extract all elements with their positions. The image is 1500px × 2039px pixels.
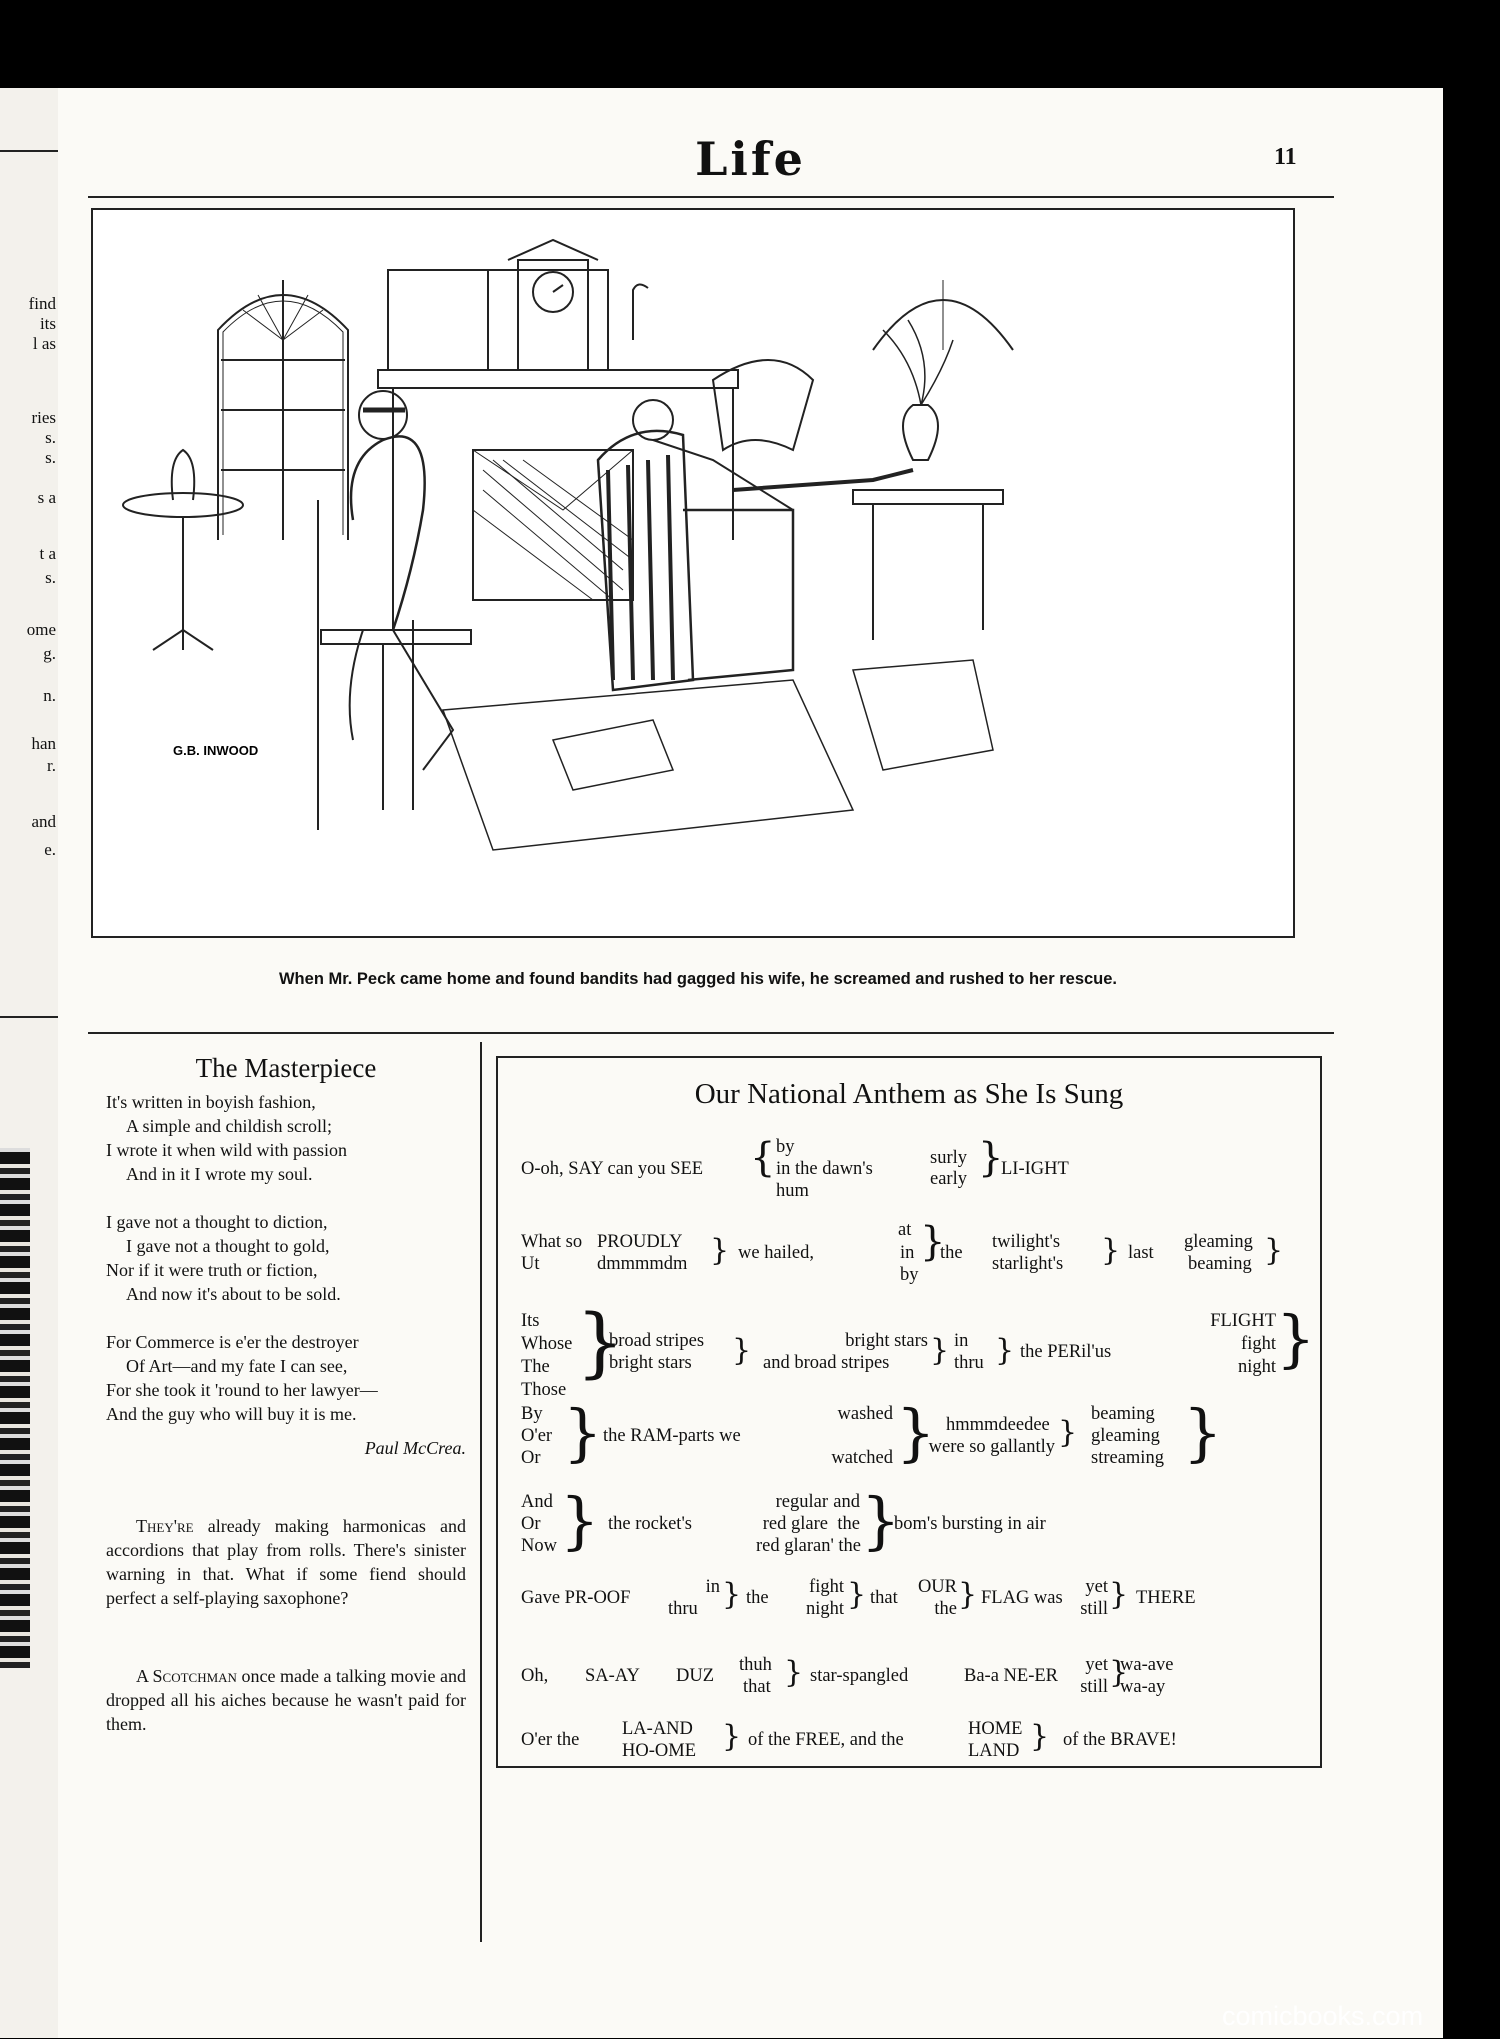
anthem-word: dmmmmdm — [597, 1254, 688, 1274]
page-number: 11 — [1274, 144, 1297, 170]
filler-paragraph — [106, 1664, 466, 1736]
anthem-word: in — [900, 1243, 915, 1263]
anthem-word: night — [805, 1599, 844, 1619]
prev-page-text-fragment: l as — [32, 334, 56, 353]
poem-line: For she took it 'round to her lawyer— — [106, 1380, 378, 1400]
poem-line: I gave not a thought to diction, — [106, 1212, 328, 1232]
prev-page-text-fragment: r. — [47, 756, 56, 775]
anthem-word: surly — [930, 1148, 967, 1168]
poem-stanza — [106, 1090, 466, 1186]
anthem-word: streaming — [1091, 1448, 1164, 1468]
anthem-word: Whose — [521, 1334, 573, 1354]
poem-line: A simple and childish scroll; — [126, 1116, 332, 1136]
anthem-word: HO-OME — [622, 1741, 696, 1761]
anthem-word: And — [521, 1492, 553, 1512]
anthem-word: FLIGHT — [1210, 1311, 1276, 1331]
anthem-word: still — [1080, 1599, 1108, 1619]
brace: } — [560, 1484, 600, 1557]
brace: } — [784, 1655, 804, 1690]
brace: } — [958, 1577, 978, 1612]
anthem-word: gleaming — [1184, 1232, 1253, 1252]
anthem-word: SA-AY — [585, 1666, 640, 1686]
poem-line: Of Art—and my fate I can see, — [126, 1356, 348, 1376]
poem-line: And the guy who will buy it is me. — [106, 1404, 357, 1424]
anthem-word: O'er — [521, 1426, 553, 1446]
brace: } — [722, 1719, 742, 1754]
site-watermark: comicbooks.com — [1222, 2001, 1424, 2031]
anthem-word: OUR — [917, 1577, 957, 1597]
anthem-word: washed — [837, 1404, 893, 1424]
anthem-word: at — [898, 1220, 912, 1240]
poem-line: And in it I wrote my soul. — [126, 1164, 313, 1184]
brace: } — [896, 1396, 936, 1469]
poem-line: It's written in boyish fashion, — [106, 1092, 316, 1112]
paragraph-text: once made a talking movie and dropped all his aiches because he wasn't paid for them. — [106, 1666, 466, 1734]
anthem-word: the — [746, 1588, 769, 1608]
anthem-word: What so — [521, 1232, 583, 1252]
anthem-word: yet — [1085, 1655, 1108, 1675]
anthem-word: the PERil'us — [1020, 1342, 1112, 1362]
anthem-word: starlight's — [992, 1254, 1064, 1274]
anthem-word: that — [743, 1677, 771, 1697]
anthem-word: Ut — [521, 1254, 540, 1274]
anthem-word: Ba-a NE-ER — [964, 1666, 1059, 1686]
anthem-word: of the FREE, and the — [748, 1730, 904, 1750]
anthem-word: regular — [775, 1492, 828, 1512]
anthem-word: thru — [668, 1599, 698, 1619]
anthem-word: in — [705, 1577, 720, 1597]
brace: } — [1109, 1655, 1129, 1690]
brace: } — [1183, 1396, 1223, 1469]
anthem-word: LAND — [968, 1741, 1020, 1761]
cartoon-illustration — [91, 208, 1295, 938]
anthem-word: were so gallantly — [928, 1437, 1055, 1457]
brace: } — [1101, 1233, 1121, 1268]
poem-line: And now it's about to be sold. — [126, 1284, 341, 1304]
anthem-word: FLAG was — [981, 1588, 1063, 1608]
prev-page-rule — [0, 1016, 58, 1018]
anthem-word: last — [1128, 1243, 1154, 1263]
cartoon-drawing — [93, 210, 1293, 936]
anthem-word: the rocket's — [608, 1514, 692, 1534]
prev-page-text-fragment: find — [28, 294, 56, 313]
prev-page-text-fragment: t a — [39, 544, 56, 563]
poem-line: I gave not a thought to gold, — [126, 1236, 330, 1256]
poem-line: I wrote it when wild with passion — [106, 1140, 347, 1160]
poem-title: The Masterpiece — [195, 1053, 377, 1083]
left-column — [106, 1053, 466, 1790]
anthem-word: O'er the — [521, 1730, 580, 1750]
anthem-word: beaming — [1091, 1404, 1155, 1424]
anthem-word: twilight's — [992, 1232, 1061, 1252]
anthem-word: DUZ — [676, 1666, 715, 1686]
anthem-word: still — [1080, 1677, 1108, 1697]
brace: } — [861, 1484, 901, 1557]
prev-page-rule — [0, 150, 58, 152]
prev-page-illustration — [0, 1148, 30, 1668]
anthem-word: we hailed, — [738, 1243, 815, 1263]
anthem-word: the — [940, 1243, 963, 1263]
paragraph-text: already making harmonicas and accordions that play from rolls. There's sinister warning in that. What if some fiend should perfect a self-playing saxophone? — [106, 1516, 466, 1608]
anthem-word: night — [1237, 1357, 1276, 1377]
anthem-word: THERE — [1136, 1588, 1196, 1608]
anthem-word: in the dawn's — [776, 1159, 873, 1179]
anthem-word: of the BRAVE! — [1063, 1730, 1177, 1750]
anthem-word: hmmmdeedee — [946, 1415, 1050, 1435]
anthem-word: by — [776, 1137, 795, 1157]
brace: } — [1058, 1415, 1078, 1450]
poem-line: For Commerce is e'er the destroyer — [106, 1332, 359, 1352]
anthem-word: Or — [521, 1514, 541, 1534]
anthem-word: Those — [521, 1380, 567, 1400]
anthem-word: the — [837, 1514, 860, 1534]
anthem-word: LA-AND — [622, 1719, 693, 1739]
anthem-word: yet — [1085, 1577, 1108, 1597]
brace: } — [930, 1333, 950, 1368]
anthem-word: red glaran' the — [755, 1536, 861, 1556]
poem-stanza — [106, 1330, 466, 1426]
anthem-word: HOME — [968, 1719, 1023, 1739]
anthem-word: gleaming — [1091, 1426, 1160, 1446]
artist-signature: G.B. INWOOD — [173, 743, 259, 758]
poem-author: Paul McCrea. — [364, 1438, 466, 1458]
poem-line: Nor if it were truth or fiction, — [106, 1260, 318, 1280]
prev-page-text-fragment: s a — [37, 488, 56, 507]
brace: } — [978, 1135, 1004, 1181]
brace: } — [995, 1333, 1015, 1368]
brace: } — [710, 1233, 730, 1268]
anthem-word: hum — [776, 1181, 809, 1201]
anthem-box — [496, 1056, 1322, 1768]
brace: } — [732, 1333, 752, 1368]
anthem-word: red glare — [762, 1514, 828, 1534]
anthem-word: LI-IGHT — [1001, 1159, 1069, 1179]
anthem-word: the — [934, 1599, 957, 1619]
anthem-word: and broad stripes — [763, 1353, 890, 1373]
brace: } — [722, 1577, 742, 1612]
anthem-word: thuh — [739, 1655, 772, 1675]
anthem-word: that — [870, 1588, 898, 1608]
brace: } — [1109, 1577, 1129, 1612]
anthem-word: watched — [831, 1448, 893, 1468]
anthem-word: Oh, — [521, 1666, 549, 1686]
anthem-word: wa-ave — [1120, 1655, 1174, 1675]
prev-page-text-fragment: n. — [43, 686, 56, 705]
paragraph-lead: They're — [136, 1516, 194, 1536]
anthem-word: bright stars — [845, 1331, 928, 1351]
prev-page-text-fragment: s. — [45, 448, 56, 467]
brace: } — [847, 1577, 867, 1612]
filler-paragraph — [106, 1514, 466, 1610]
poem-stanza — [106, 1210, 466, 1306]
anthem-word: fight — [809, 1577, 844, 1597]
prev-page-text-fragment: e. — [44, 840, 56, 859]
cartoon-caption: When Mr. Peck came home and found bandits had gagged his wife, he screamed and rushed to her rescue. — [278, 970, 1118, 988]
anthem-word: thru — [954, 1353, 984, 1373]
anthem-word: Now — [521, 1536, 557, 1556]
brace: } — [1264, 1233, 1284, 1268]
anthem-word: bom's bursting in air — [894, 1514, 1046, 1534]
anthem-word: Its — [521, 1311, 540, 1331]
brace: { — [750, 1135, 776, 1181]
anthem-word: by — [900, 1265, 919, 1285]
brace: } — [563, 1396, 603, 1469]
brace: } — [920, 1219, 946, 1265]
anthem-word: star-spangled — [810, 1666, 909, 1686]
prev-page-text-fragment: han — [31, 734, 56, 753]
column-divider — [480, 1042, 482, 1942]
masthead: Life — [695, 132, 806, 186]
anthem-word: wa-ay — [1120, 1677, 1166, 1697]
anthem-word: By — [521, 1404, 543, 1424]
anthem-word: in — [954, 1331, 969, 1351]
prev-page-text-fragment: s. — [45, 428, 56, 447]
anthem-word: The — [521, 1357, 550, 1377]
prev-page-text-fragment: s. — [45, 568, 56, 587]
paragraph-lead: A Scotchman — [136, 1666, 237, 1686]
anthem-word: Or — [521, 1448, 541, 1468]
anthem-word: fight — [1241, 1334, 1276, 1354]
prev-page-text-fragment: and — [31, 812, 56, 831]
section-rule — [88, 1032, 1334, 1034]
anthem-word: and — [833, 1492, 860, 1512]
brace: } — [1030, 1719, 1050, 1754]
magazine-page — [58, 88, 1443, 2038]
brace: } — [576, 1297, 625, 1386]
anthem-word: early — [930, 1169, 967, 1189]
anthem-word: bright stars — [609, 1353, 692, 1373]
anthem-word: O-oh, SAY can you SEE — [521, 1159, 704, 1179]
anthem-word: PROUDLY — [597, 1232, 683, 1252]
prev-page-text-fragment: ome — [26, 620, 56, 639]
prev-page-text-fragment: g. — [43, 644, 56, 663]
anthem-word: beaming — [1188, 1254, 1252, 1274]
previous-page-edge — [0, 88, 58, 2038]
anthem-title: Our National Anthem as She Is Sung — [694, 1078, 1124, 1110]
anthem-word: the RAM-parts we — [603, 1426, 741, 1446]
header-rule — [88, 196, 1334, 198]
anthem-word: broad stripes — [609, 1331, 705, 1351]
prev-page-text-fragment: its — [39, 314, 56, 333]
prev-page-text-fragment: ries — [31, 408, 56, 427]
anthem-word: Gave PR-OOF — [521, 1588, 631, 1608]
brace: } — [1276, 1302, 1316, 1375]
